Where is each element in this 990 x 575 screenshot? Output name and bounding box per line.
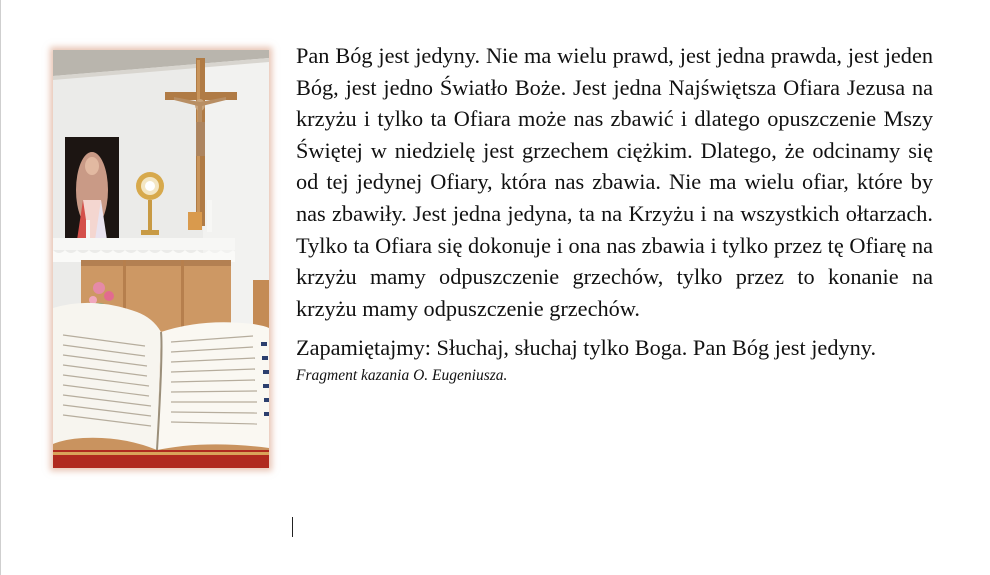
homily-text <box>296 40 933 386</box>
altar-photo <box>53 50 269 468</box>
text-cursor <box>292 517 293 537</box>
source-attribution: Fragment kazania O. Eugeniusza. <box>296 366 508 384</box>
main-paragraph: Pan Bóg jest jedyny. Nie ma wielu prawd, jest jedna prawda, jest jeden Bóg, jest jedno Światło Boże. Jest jedna Najświętsza Ofiara Jezusa na krzyżu i tylko ta Ofiara może nas zbawić i dlatego opuszczenie Mszy Świętej w niedzielę jest grzechem ciężkim. Dlatego, że odcinamy się od tej jedynej Ofiary, która nas zbawia. Nie ma wielu ofiar, które by nas zbawiły. Jest jedna jedyna, ta na Krzyżu i na wszystkich ołtarzach. Tylko ta Ofiara się dokonuje i ona nas zbawia i tylko przez tę Ofiarę na krzyżu mamy odpuszczenie grzechów, tylko przez to konanie na krzyżu mamy odpuszczenie grzechów. <box>296 43 933 321</box>
page-left-edge <box>0 0 1 575</box>
closing-paragraph: Zapamiętajmy: Słuchaj, słuchaj tylko Boga. Pan Bóg jest jedyny. <box>296 335 877 361</box>
